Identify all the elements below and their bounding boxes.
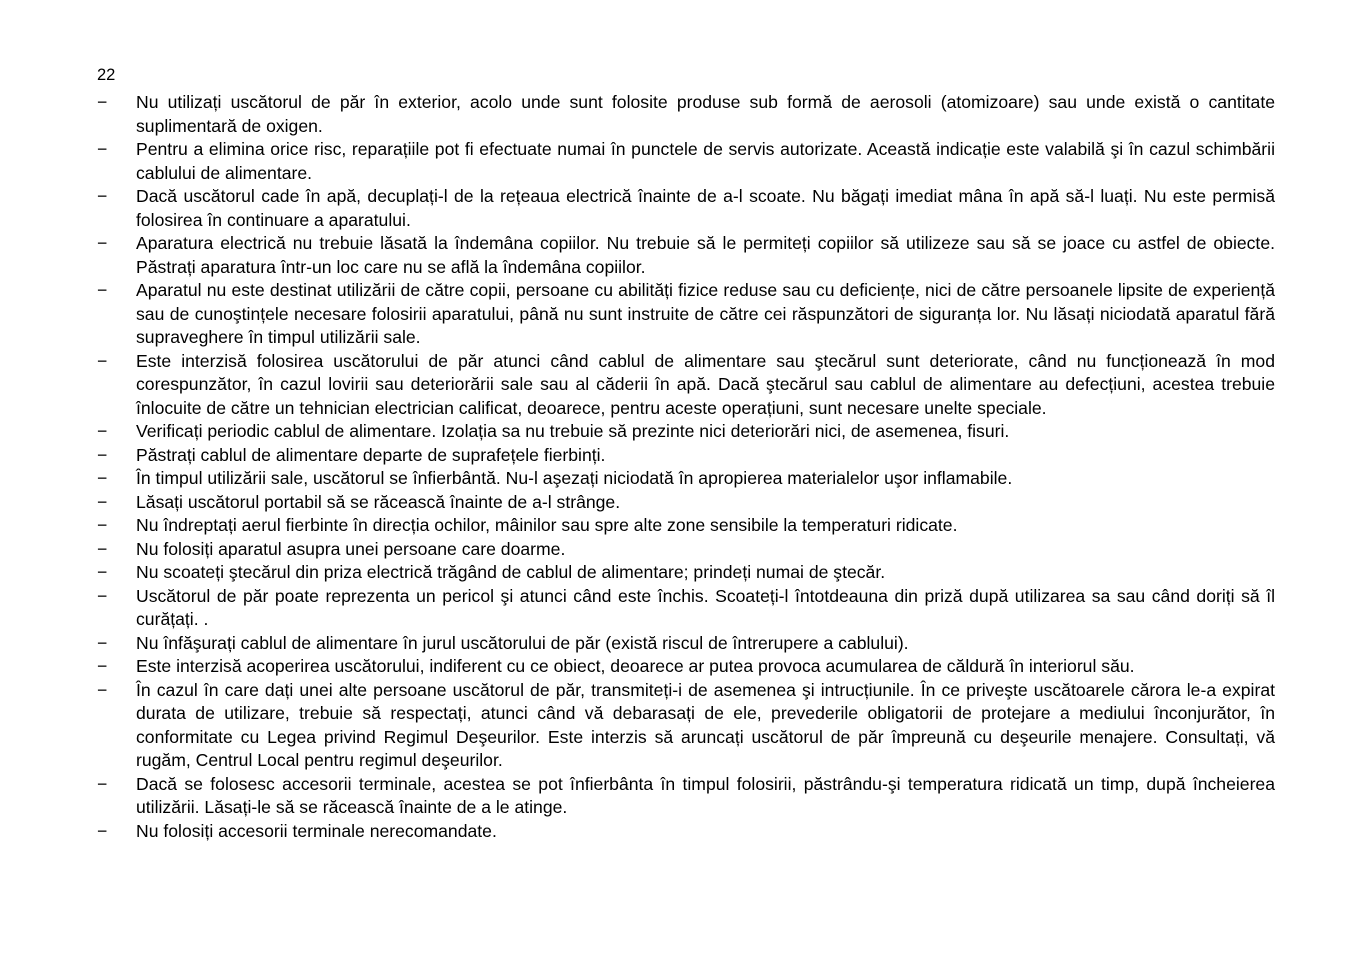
list-item bbox=[97, 232, 1275, 279]
list-item bbox=[97, 420, 1275, 444]
list-item bbox=[97, 350, 1275, 421]
list-item bbox=[97, 820, 1275, 844]
list-item bbox=[97, 91, 1275, 138]
dash-bullet: − bbox=[97, 233, 108, 253]
dash-bullet: − bbox=[97, 585, 108, 606]
dash-bullet: − bbox=[97, 421, 108, 441]
list-item-text: Verificați periodic cablul de alimentare. Izolația sa nu trebuie să prezinte nici deteriorări nici, de asemenea, fisuri. bbox=[136, 421, 1010, 441]
dash-bullet: − bbox=[97, 538, 108, 559]
list-item bbox=[97, 491, 1275, 515]
list-item-text: Lăsați uscătorul portabil să se răcească înainte de a-l strânge. bbox=[136, 491, 621, 512]
list-item-text: Aparatul nu este destinat utilizării de către copii, persoane cu abilități fizice reduse sau cu deficiențe, nici de către persoanele lipsite de experiență sau de cunoştințele necesare folosirii aparatului, până nu sunt instruite de către cei răspunzători de siguranța lor. Nu lăsați niciodată aparatul fără supraveghere în timpul utilizării sale. bbox=[136, 280, 1275, 347]
dash-bullet: − bbox=[97, 773, 108, 794]
page-number: 22 bbox=[97, 66, 116, 84]
list-item-text: Dacă uscătorul cade în apă, decuplați-l de la rețeaua electrică înainte de a-l scoate. Nu băgați imediat mâna în apă să-l luați. Nu este permisă folosirea în continuare a aparatului. bbox=[136, 186, 1275, 230]
safety-warnings-list bbox=[97, 91, 1275, 843]
list-item-text: Păstrați cablul de alimentare departe de suprafețele fierbinți. bbox=[136, 444, 606, 465]
list-item-text: Nu folosiți accesorii terminale nerecomandate. bbox=[136, 820, 497, 841]
dash-bullet: − bbox=[97, 350, 108, 371]
list-item-text: Dacă se folosesc accesorii terminale, acestea se pot înfierbânta în timpul folosirii, păstrându-şi temperatura ridicată un timp, după încheierea utilizării. Lăsați-le să se răcească înainte de a le atinge. bbox=[136, 773, 1275, 817]
list-item-text: Nu scoateți ştecărul din priza electrică trăgând de cablul de alimentare; prindeți numai de ştecăr. bbox=[136, 562, 886, 582]
list-item-text: Uscătorul de păr poate reprezenta un pericol şi atunci când este închis. Scoateți-l întotdeauna din priză după utilizarea sa sau când doriți să îl curățați. . bbox=[136, 585, 1275, 629]
list-item bbox=[97, 773, 1275, 820]
dash-bullet: − bbox=[97, 139, 108, 159]
list-item bbox=[97, 467, 1275, 491]
list-item bbox=[97, 279, 1275, 350]
dash-bullet: − bbox=[97, 820, 108, 841]
dash-bullet: − bbox=[97, 515, 108, 535]
dash-bullet: − bbox=[97, 656, 108, 676]
dash-bullet: − bbox=[97, 280, 108, 300]
dash-bullet: − bbox=[97, 491, 108, 512]
dash-bullet: − bbox=[97, 632, 108, 653]
list-item-text: Este interzisă folosirea uscătorului de păr atunci când cablul de alimentare sau ştecărul sunt deteriorate, când nu funcționează în mod corespunzător, în cazul lovirii sau deteriorării sale sau al căderii în apă. Dacă ştecărul sau cablul de alimentare au defecțiuni, acestea trebuie înlocuite de către un tehnician electrician calificat, deoarece, pentru aceste operațiuni, sunt necesare unelte speciale. bbox=[136, 350, 1275, 418]
list-item-text: În timpul utilizării sale, uscătorul se înfierbântă. Nu-l aşezați niciodată în apropierea materialelor uşor inflamabile. bbox=[136, 468, 1013, 488]
list-item bbox=[97, 444, 1275, 468]
list-item bbox=[97, 514, 1275, 538]
dash-bullet: − bbox=[97, 562, 108, 582]
list-item bbox=[97, 632, 1275, 656]
list-item bbox=[97, 561, 1275, 585]
dash-bullet: − bbox=[97, 679, 108, 700]
list-item bbox=[97, 538, 1275, 562]
list-item-text: Nu folosiți aparatul asupra unei persoane care doarme. bbox=[136, 538, 566, 559]
dash-bullet: − bbox=[97, 92, 108, 112]
list-item-text: Este interzisă acoperirea uscătorului, indiferent cu ce obiect, deoarece ar putea provoca acumularea de căldură în interiorul său. bbox=[136, 656, 1135, 676]
list-item-text: Nu înfăşurați cablul de alimentare în jurul uscătorului de păr (există riscul de întrerupere a cablului). bbox=[136, 632, 909, 653]
list-item bbox=[97, 185, 1275, 232]
list-item bbox=[97, 679, 1275, 773]
list-item-text: Aparatura electrică nu trebuie lăsată la îndemâna copiilor. Nu trebuie să le permiteți copiilor să utilizeze sau să se joace cu astfel de obiecte. Păstrați aparatura într-un loc care nu se află la îndemâna copiilor. bbox=[136, 233, 1275, 277]
list-item-text: În cazul în care dați unei alte persoane uscătorul de păr, transmiteți-i de asemenea şi intrucțiunile. În ce priveşte uscătoarele cărora le-a expirat durata de utilizare, trebuie să respectați, atunci când vă debarasați de ele, prevederile obligatorii de protejare a mediului înconjurător, în conformitate cu Legea privind Regimul Deşeurilor. Este interzis să aruncați uscătorul de păr împreună cu deşeurile menajere. Consultați, vă rugăm, Centrul Local pentru regimul deşeurilor. bbox=[136, 679, 1275, 770]
list-item bbox=[97, 655, 1275, 679]
dash-bullet: − bbox=[97, 468, 108, 488]
list-item bbox=[97, 585, 1275, 632]
list-item-text: Nu îndreptați aerul fierbinte în direcția ochilor, mâinilor sau spre alte zone sensibile la temperaturi ridicate. bbox=[136, 515, 958, 535]
list-item-text: Nu utilizați uscătorul de păr în exterior, acolo unde sunt folosite produse sub formă de aerosoli (atomizoare) sau unde există o cantitate suplimentară de oxigen. bbox=[136, 92, 1275, 136]
dash-bullet: − bbox=[97, 186, 108, 206]
dash-bullet: − bbox=[97, 444, 108, 465]
list-item bbox=[97, 138, 1275, 185]
list-item-text: Pentru a elimina orice risc, reparațiile pot fi efectuate numai în punctele de servis autorizate. Această indicație este valabilă şi în cazul schimbării cablului de alimentare. bbox=[136, 139, 1275, 183]
